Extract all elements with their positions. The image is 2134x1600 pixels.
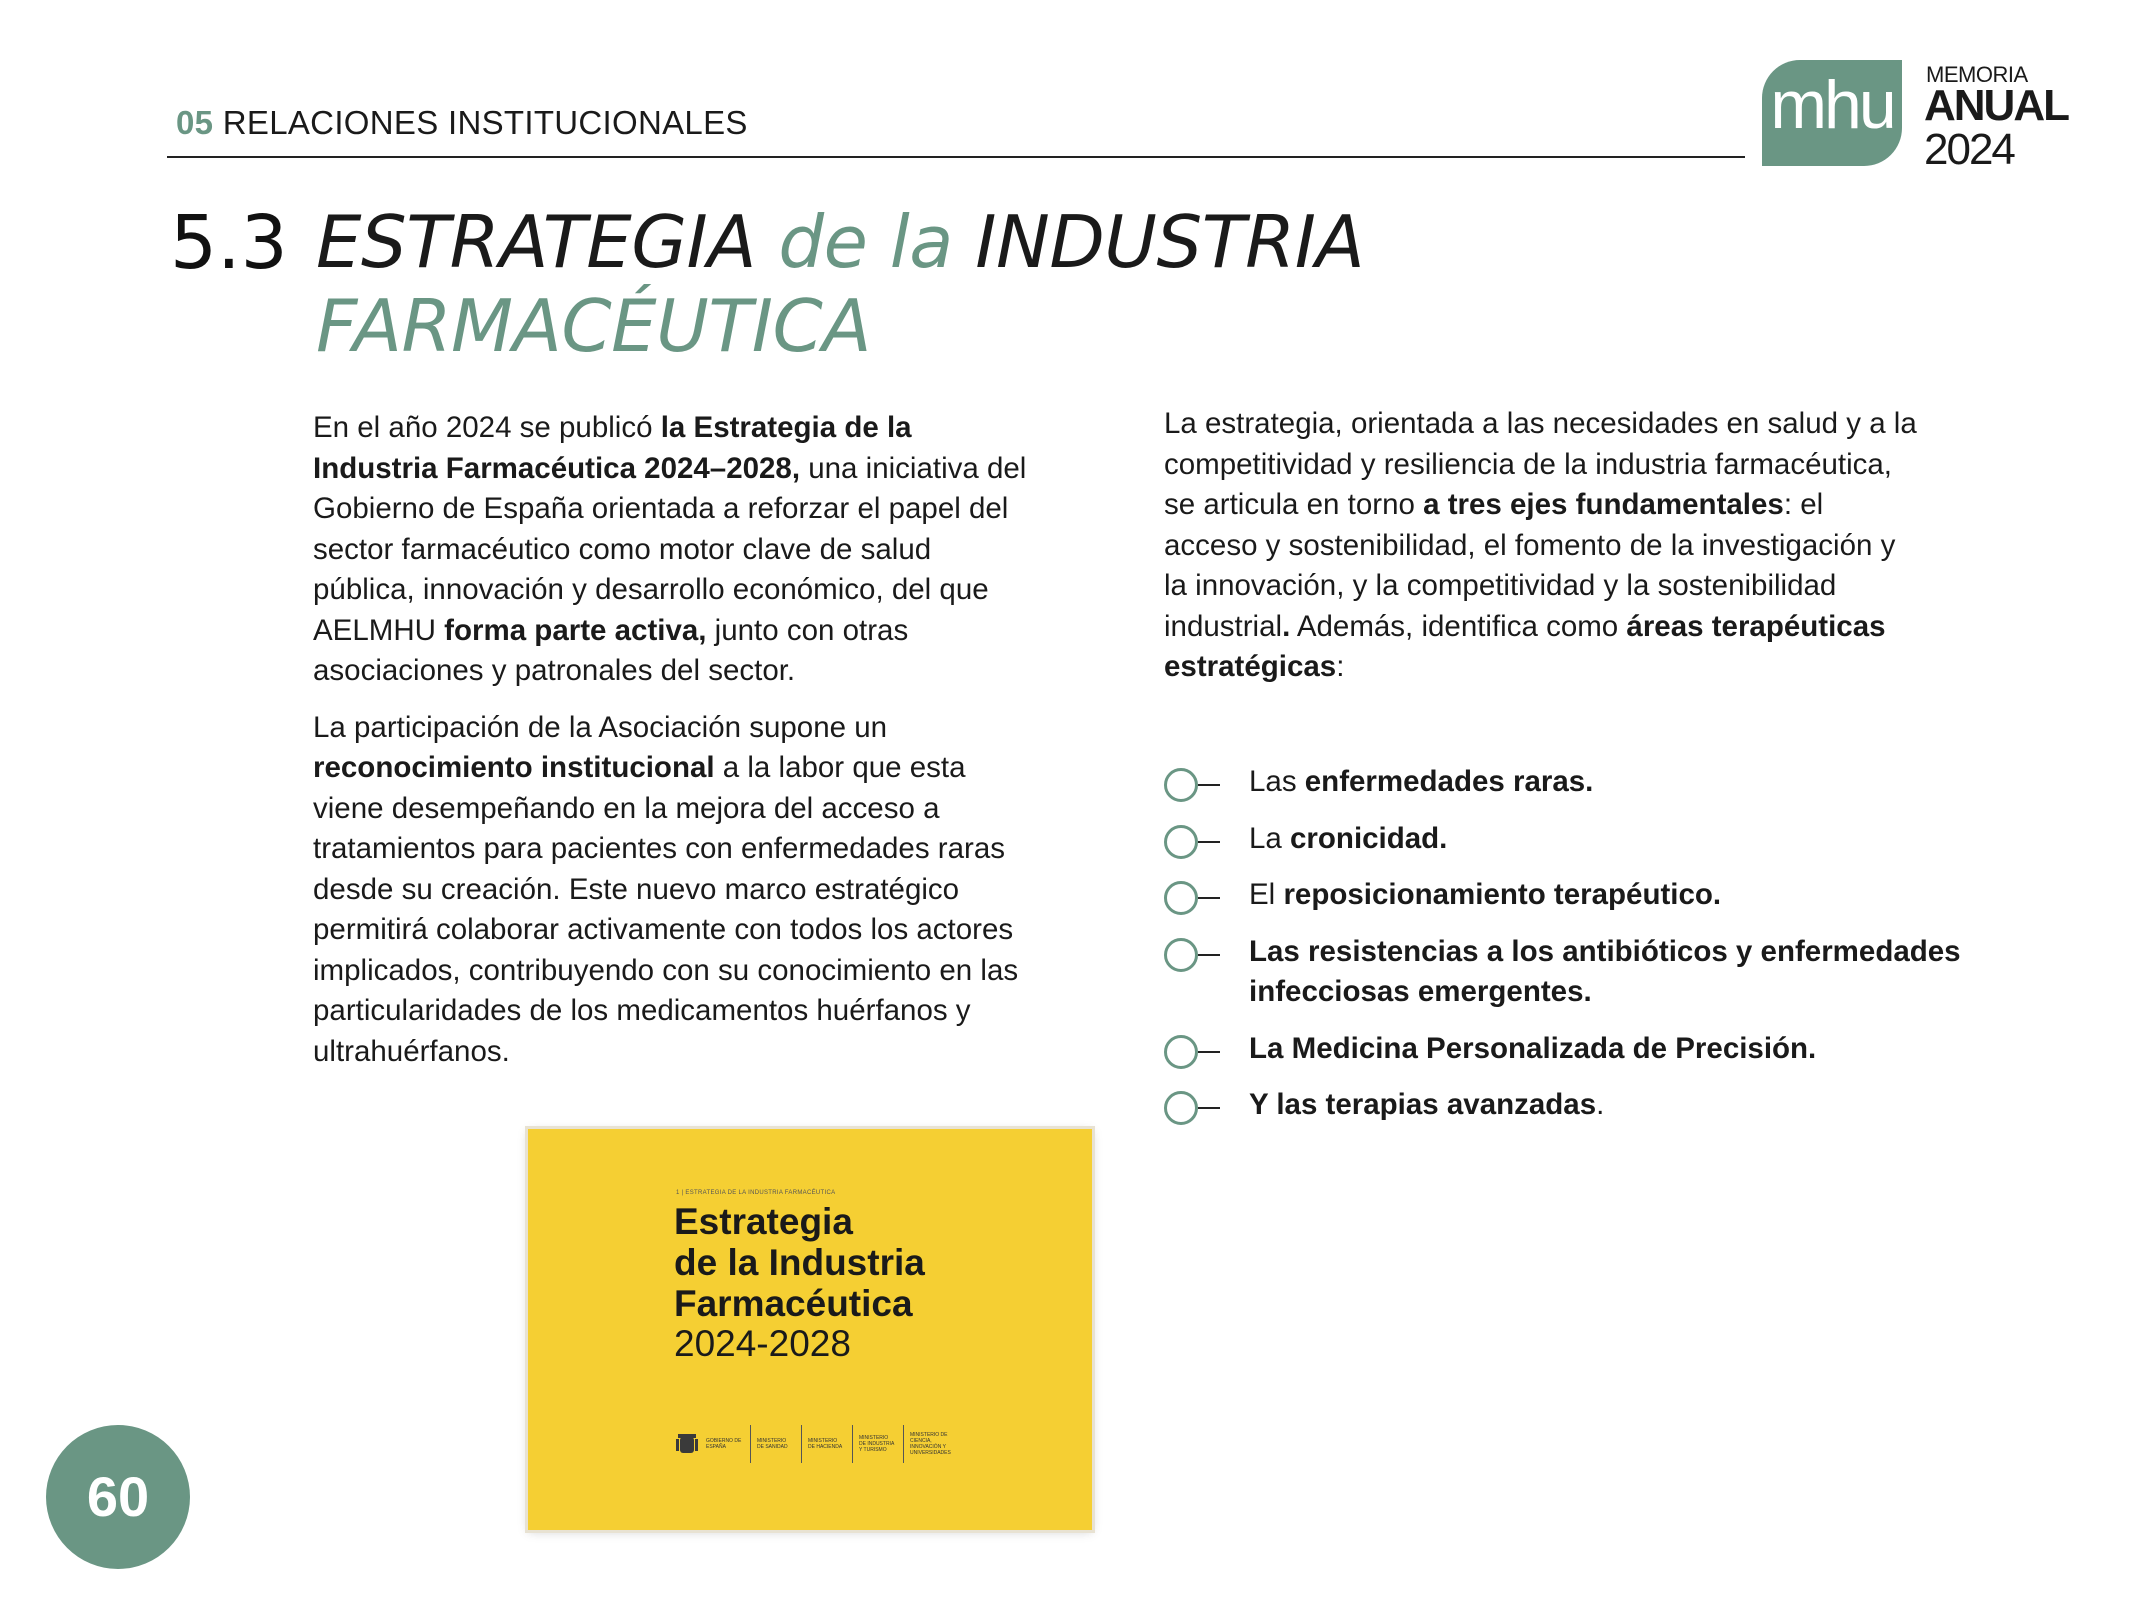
therapeutic-areas-list (1164, 762, 2024, 1142)
left-paragraph-1-run: una iniciativa del Gobierno de España orientada a reforzar el papel del sector farmacéutico como motor clave de salud pública, innovación y desarrollo económico, del que AELMHU (313, 451, 1027, 647)
cover-kicker: 1 | ESTRATEGIA DE LA INDUSTRIA FARMACÉUTICA (676, 1190, 836, 1196)
cover-ministries (676, 1425, 951, 1463)
list-item-text-run: enfermedades raras. (1304, 765, 1594, 798)
list-item-text-run: La Medicina Personalizada de Precisión. (1249, 1031, 1817, 1065)
list-item (1164, 875, 2024, 916)
right-paragraph-1 (1164, 404, 1924, 688)
list-item (1164, 762, 2024, 803)
list-item-text (1249, 935, 1961, 1009)
left-paragraph-1-run: la Estrategia de la Industria Farmacéutica 2024–2028, (313, 411, 912, 485)
cover-ministry-3: MINISTERIO DE INDUSTRIA Y TURISMO (852, 1425, 895, 1463)
cover-ministry-2: MINISTERIO DE HACIENDA (801, 1425, 844, 1463)
list-item-text-run: reposicionamiento terapéutico. (1283, 878, 1722, 911)
section-title: RELACIONES INSTITUCIONALES (222, 104, 748, 141)
logo-anual-label: ANUAL (1924, 81, 2068, 130)
list-item-text (1249, 1088, 1604, 1121)
section-title-number: 5.3 (170, 200, 288, 286)
circle-bullet-icon (1164, 881, 1222, 915)
left-paragraph-1-run: forma parte activa, (444, 613, 707, 647)
section-number: 05 (176, 104, 214, 141)
list-item (1164, 1085, 2024, 1126)
list-item-text (1249, 822, 1447, 855)
list-item-text-run: Las resistencias a los antibióticos y enfermedades infecciosas emergentes. (1249, 934, 1961, 1008)
coat-of-arms-icon (676, 1431, 698, 1457)
left-paragraph-2-run: La participación de la Asociación supone un (313, 710, 888, 744)
list-item-text-run: Las (1249, 765, 1305, 798)
left-paragraph-1-run: En el año 2024 se publicó (313, 411, 661, 444)
page-number: 60 (86, 1465, 150, 1528)
title-part3: INDUSTRIA (952, 200, 1365, 284)
cover-title-line3: Farmacéutica (674, 1283, 913, 1324)
cover-ministry-0: GOBIERNO DE ESPAÑA (706, 1438, 742, 1450)
circle-bullet-icon (1164, 1091, 1222, 1125)
list-item-text-run: . (1596, 1088, 1605, 1121)
left-paragraph-1-run: junto con otras asociaciones y patronales del sector. (313, 613, 909, 687)
right-paragraph-1-run: La estrategia, orientada a las necesidades en salud y a la competitividad y resiliencia de la industria farmacéutica, se articula en torno (1164, 407, 1917, 521)
circle-bullet-icon (1164, 825, 1222, 859)
list-item (1164, 1029, 2024, 1070)
circle-bullet-icon (1164, 938, 1222, 972)
cover-title (674, 1201, 925, 1324)
right-paragraph-1-run: : el acceso y sostenibilidad, el fomento de la investigación y la innovación, y la competitividad y la sostenibilidad industrial (1164, 488, 1896, 643)
list-item-text-run: cronicidad. (1290, 821, 1448, 855)
right-paragraph-1-run: a tres ejes fundamentales (1423, 488, 1784, 521)
list-item-text-run: El (1249, 878, 1284, 911)
left-paragraph-1 (313, 408, 1033, 692)
cover-title-line2: de la Industria (674, 1242, 925, 1283)
cover-title-line1: Estrategia (674, 1201, 853, 1242)
right-column (1164, 404, 1924, 688)
circle-bullet-icon (1164, 1035, 1222, 1069)
page-title-line1 (316, 200, 1365, 284)
circle-bullet-icon (1164, 768, 1222, 802)
left-paragraph-2-run: a la labor que esta viene desempeñando en la mejora del acceso a tratamientos para pacientes con enfermedades raras desde su creación. Este nuevo marco estratégico permitirá colaborar activamente con todos los actores implicados, contribuyendo con su conocimiento en las particularidades de los medicamentos huérfanos y ultrahuérfanos. (313, 751, 1019, 1068)
title-part1: ESTRATEGIA (316, 200, 779, 284)
left-paragraph-2-run: reconocimiento institucional (313, 751, 715, 784)
right-paragraph-1-run: Además, identifica como (1290, 609, 1627, 643)
header-divider (167, 156, 1745, 158)
strategy-cover-image (528, 1129, 1092, 1530)
cover-ministry-1: MINISTERIO DE SANIDAD (750, 1425, 793, 1463)
list-item (1164, 819, 2024, 860)
list-item-text (1249, 878, 1721, 911)
list-item (1164, 932, 2024, 1013)
cover-years: 2024-2028 (674, 1323, 851, 1364)
right-paragraph-1-run: : (1336, 650, 1345, 683)
section-header (176, 104, 748, 142)
right-paragraph-1-run: áreas terapéuticas estratégicas (1164, 609, 1886, 683)
cover-ministry-4: MINISTERIO DE CIENCIA, INNOVACIÓN Y UNIVERSIDADES (903, 1425, 946, 1463)
list-item-text (1249, 1032, 1816, 1065)
page-title-line2: FARMACÉUTICA (316, 284, 872, 368)
list-item-text-run: Y las terapias avanzadas (1249, 1088, 1597, 1121)
right-paragraph-1-run: . (1282, 609, 1291, 643)
logo-memoria-label: MEMORIA (1926, 62, 2028, 87)
logo-mark: mhu (1770, 67, 1894, 143)
list-item-text-run: La (1249, 821, 1291, 855)
list-item-text (1249, 765, 1593, 798)
left-paragraph-2 (313, 708, 1033, 1073)
left-column (313, 408, 1033, 1072)
logo-year-label: 2024 (1924, 125, 2014, 174)
title-part2: de la (778, 200, 953, 284)
